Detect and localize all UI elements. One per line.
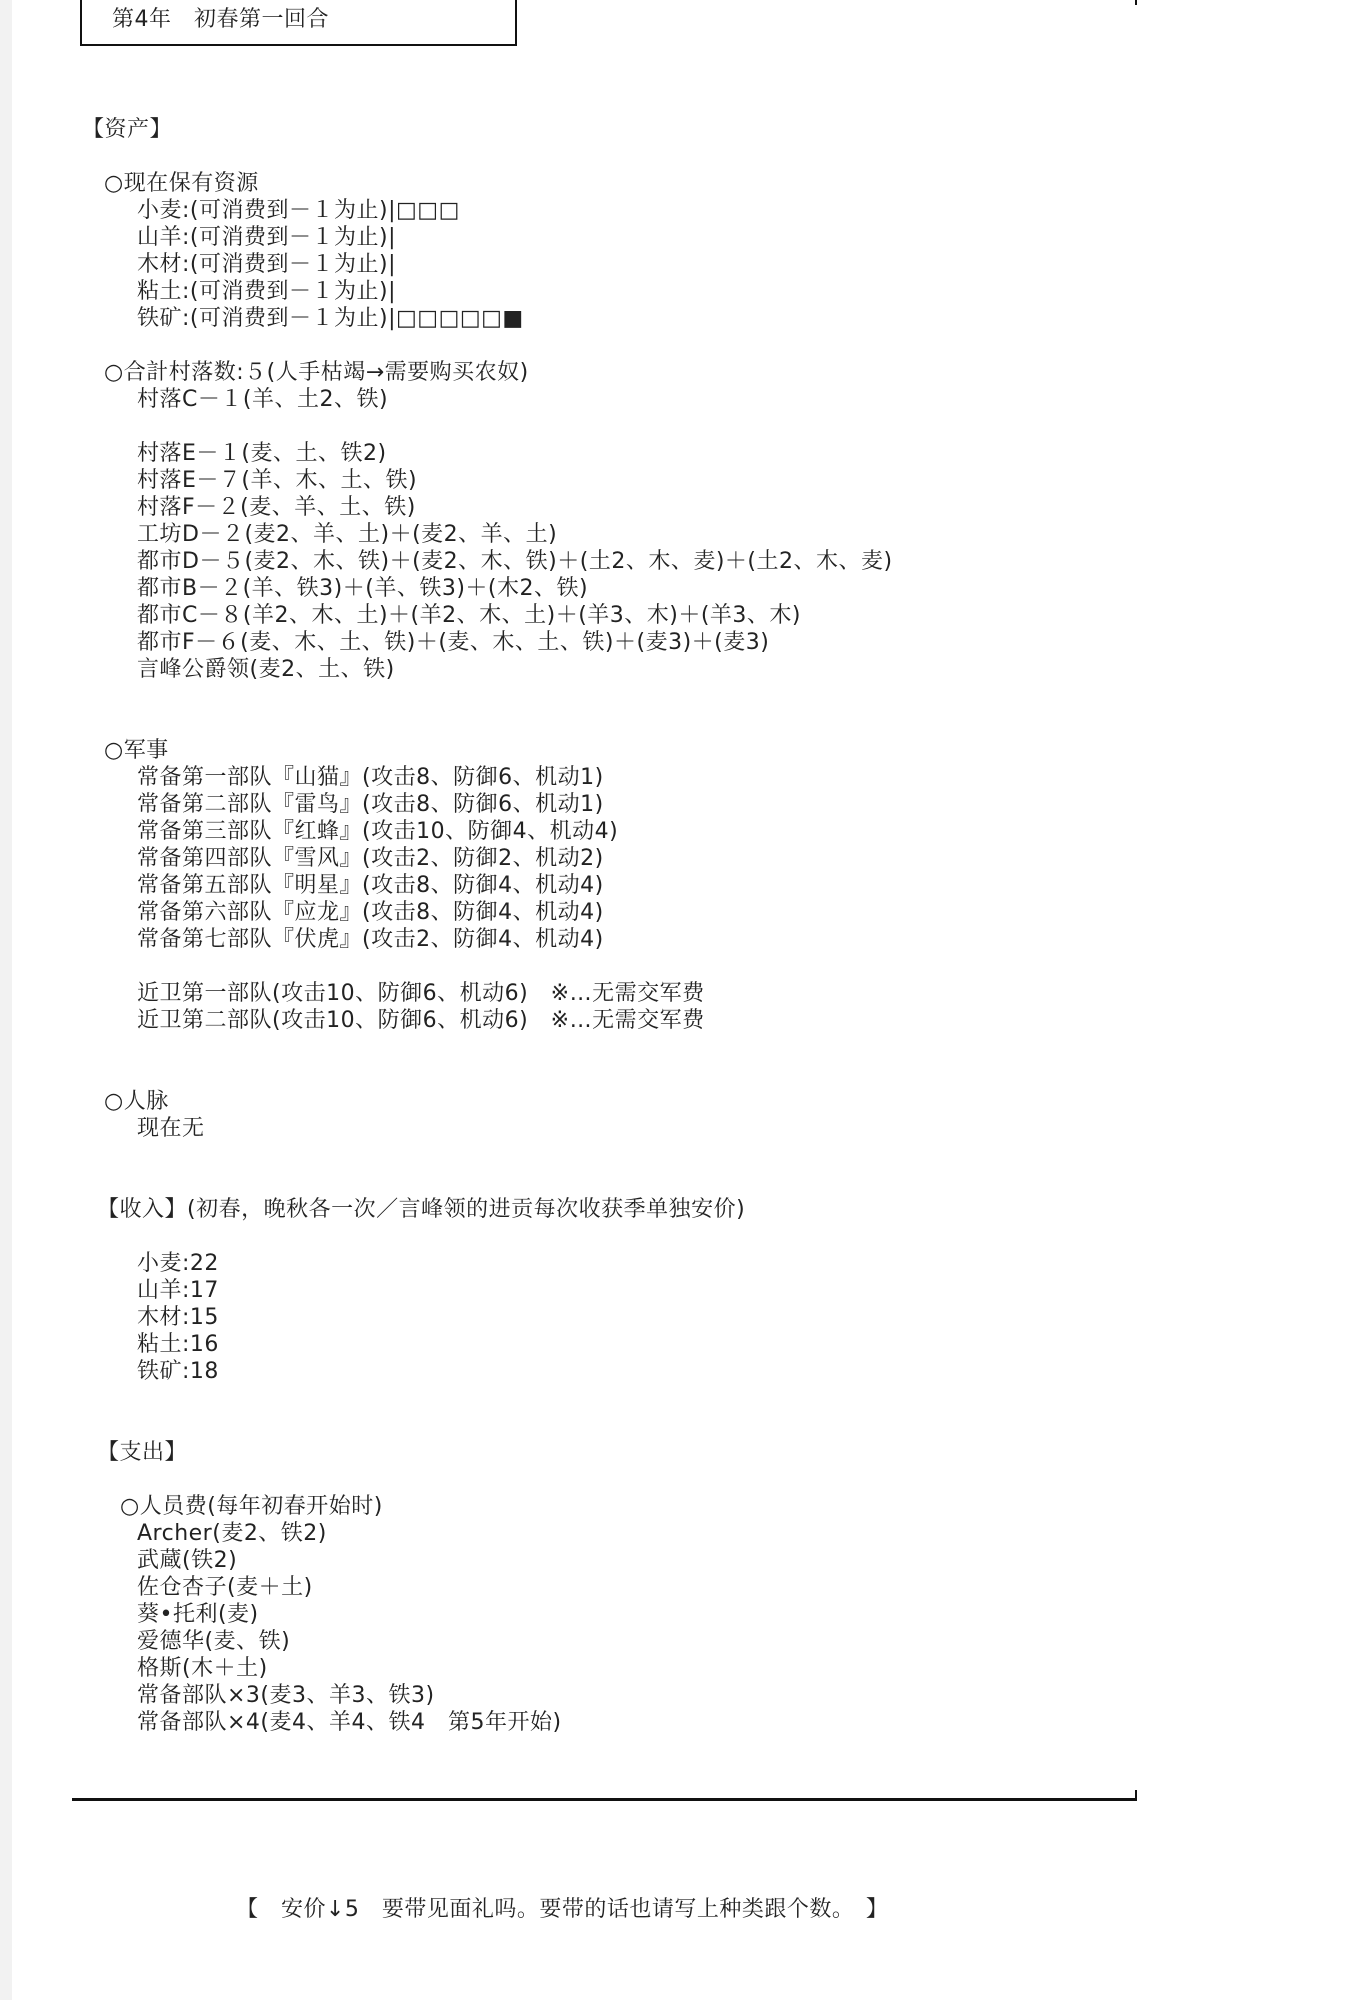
personnel-heading: ○人员费(每年初春开始时) <box>120 1494 383 1519</box>
personnel-line: 常备部队×4(麦4、羊4、铁4 第5年开始) <box>137 1710 562 1735</box>
village-line: 都市B－２(羊、铁3)＋(羊、铁3)＋(木2、铁) <box>137 576 589 601</box>
unit-line: 常备第三部队『红蜂』(攻击10、防御4、机动4) <box>137 819 619 844</box>
income-line: 粘土:16 <box>137 1332 219 1357</box>
resource-line: 山羊:(可消费到－１为止)| <box>137 225 396 250</box>
income-line: 山羊:17 <box>137 1278 219 1303</box>
unit-line: 常备第一部队『山猫』(攻击8、防御6、机动1) <box>137 765 604 790</box>
unit-line: 常备第五部队『明星』(攻击8、防御4、机动4) <box>137 873 604 898</box>
header-title: 第4年 初春第一回合 <box>112 7 329 32</box>
village-line: 村落E－７(羊、木、土、铁) <box>137 468 418 493</box>
personnel-line: 格斯(木＋土) <box>137 1656 268 1681</box>
resource-line: 铁矿:(可消费到－１为止)|□□□□□■ <box>137 306 524 331</box>
unit-line: 常备第六部队『应龙』(攻击8、防御4、机动4) <box>137 900 604 925</box>
assets-heading: 【资产】 <box>82 117 173 142</box>
frame-bottom-rule <box>72 1798 1137 1801</box>
income-heading: 【收入】(初春，晚秋各一次／言峰领的进贡每次收获季单独安价) <box>97 1197 746 1222</box>
guard-line: 近卫第一部队(攻击10、防御6、机动6) ※…无需交军费 <box>137 981 705 1006</box>
resource-line: 粘土:(可消费到－１为止)| <box>137 279 396 304</box>
personnel-line: 武蔵(铁2) <box>137 1548 238 1573</box>
frame-right-tick-bottom <box>1135 1790 1137 1800</box>
village-line: 都市F－６(麦、木、土、铁)＋(麦、木、土、铁)＋(麦3)＋(麦3) <box>137 630 770 655</box>
header-box-right <box>515 0 517 46</box>
personnel-line: 常备部队×3(麦3、羊3、铁3) <box>137 1683 435 1708</box>
resources-heading: ○现在保有资源 <box>104 171 259 196</box>
connections-value: 现在无 <box>137 1116 205 1141</box>
village-line: 都市D－５(麦2、木、铁)＋(麦2、木、铁)＋(土2、木、麦)＋(土2、木、麦) <box>137 549 893 574</box>
unit-line: 常备第七部队『伏虎』(攻击2、防御4、机动4) <box>137 927 604 952</box>
expenses-heading: 【支出】 <box>97 1440 188 1465</box>
income-line: 木材:15 <box>137 1305 219 1330</box>
resource-line: 小麦:(可消费到－１为止)|□□□ <box>137 198 460 223</box>
guard-line: 近卫第二部队(攻击10、防御6、机动6) ※…无需交军费 <box>137 1008 705 1033</box>
personnel-line: 爱德华(麦、铁) <box>137 1629 291 1654</box>
personnel-line: 葵•托利(麦) <box>137 1602 259 1627</box>
personnel-line: 佐仓杏子(麦＋土) <box>137 1575 313 1600</box>
village-line: 村落F－２(麦、羊、土、铁) <box>137 495 416 520</box>
frame-right-tick-top <box>1135 0 1137 5</box>
village-line: 村落E－１(麦、土、铁2) <box>137 441 387 466</box>
military-heading: ○军事 <box>104 738 169 763</box>
village-line: 都市C－８(羊2、木、土)＋(羊2、木、土)＋(羊3、木)＋(羊3、木) <box>137 603 802 628</box>
villages-heading: ○合計村落数:５(人手枯竭→需要购买农奴) <box>104 360 529 385</box>
connections-heading: ○人脉 <box>104 1089 169 1114</box>
village-line: 村落C－１(羊、土2、铁) <box>137 387 389 412</box>
header-box-left <box>80 0 82 46</box>
income-line: 小麦:22 <box>137 1251 219 1276</box>
income-line: 铁矿:18 <box>137 1359 219 1384</box>
resource-line: 木材:(可消费到－１为止)| <box>137 252 396 277</box>
vote-prompt: 【 安价↓5 要带见面礼吗。要带的话也请写上种类跟个数。 】 <box>236 1897 889 1922</box>
village-line: 工坊D－２(麦2、羊、土)＋(麦2、羊、土) <box>137 522 558 547</box>
unit-line: 常备第四部队『雪风』(攻击2、防御2、机动2) <box>137 846 604 871</box>
header-box-bottom <box>80 44 517 46</box>
unit-line: 常备第二部队『雷鸟』(攻击8、防御6、机动1) <box>137 792 604 817</box>
personnel-line: Archer(麦2、铁2) <box>137 1521 327 1546</box>
village-line: 言峰公爵领(麦2、土、铁) <box>137 657 395 682</box>
